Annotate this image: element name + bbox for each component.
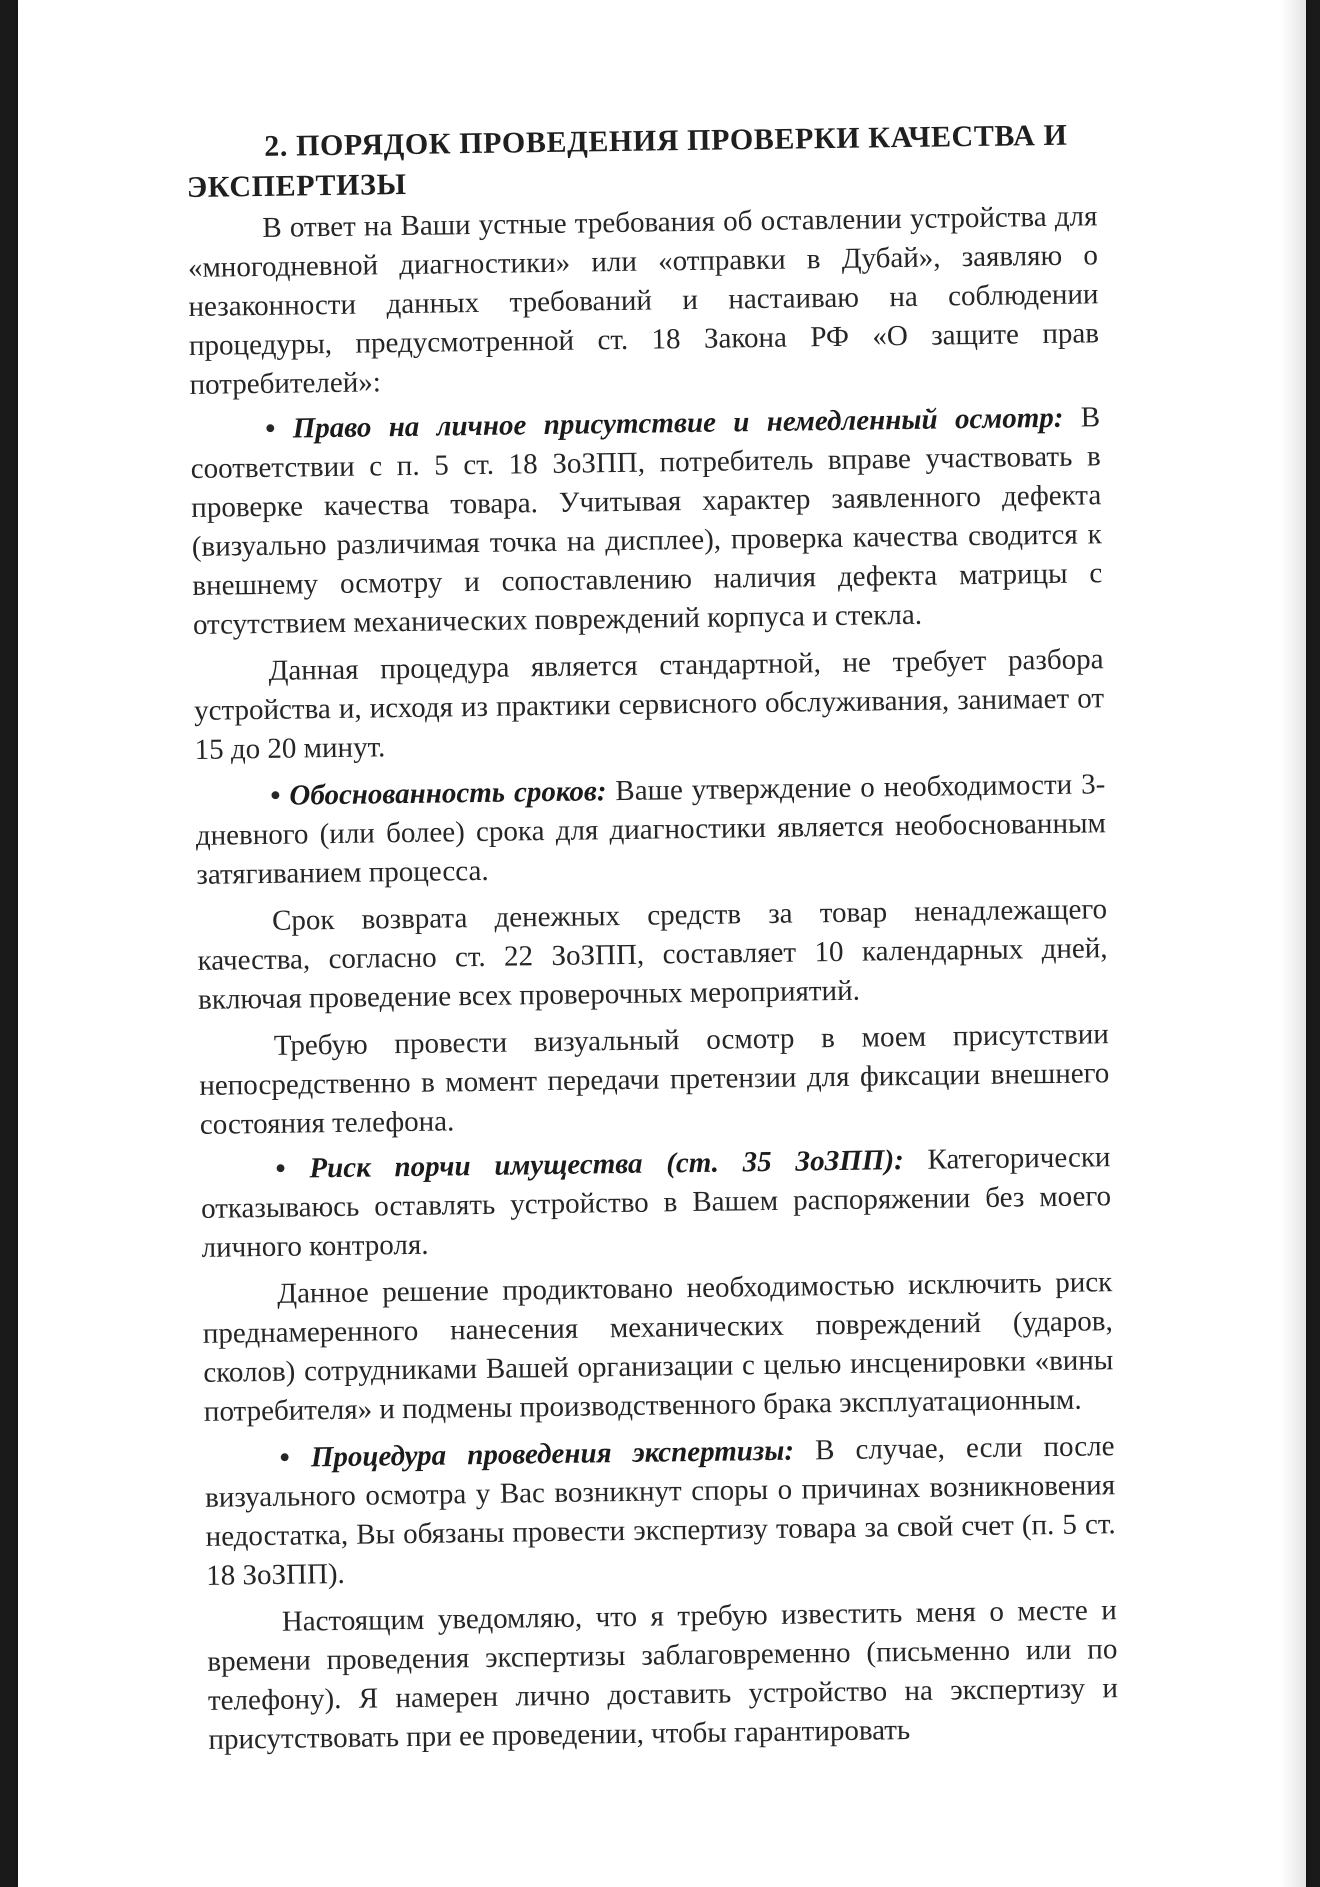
bullet-item-expertise	[204, 1427, 1116, 1596]
bullet-icon: •	[279, 1441, 290, 1474]
bullet-heading: Риск порчи имущества (ст. 35 ЗоЗПП):	[309, 1144, 905, 1185]
bullet-heading: Право на личное присутствие и немедленный осмотр:	[292, 401, 1064, 445]
paragraph-notification: Настоящим уведомляю, что я требую известить меня о месте и времени проведения экспертизы заблаговременно (письменно или по телефону). Я намерен лично доставить устройство на экспертизу и присутствовать при ее проведении, чтобы гарантировать	[207, 1594, 1119, 1756]
bullet-heading: Обоснованность сроков:	[289, 775, 607, 812]
bullet-text: Категорически отказываюсь оставлять устройство в Вашем распоряжении без моего личного контроля.	[200, 1141, 1112, 1264]
bullet-heading: Процедура проведения экспертизы:	[310, 1434, 795, 1474]
bullet-text: Ваше утверждение о необходимости 3-дневного (или более) срока для диагностики является необоснованным затягиванием процесса.	[195, 768, 1107, 891]
paragraph-inspection-demand: Требую провести визуальный осмотр в моем присутствии непосредственно в момент передачи претензии для фиксации внешнего состояния телефона.	[199, 1018, 1110, 1141]
bullet-item-damage-risk	[200, 1138, 1112, 1268]
bullet-icon: •	[270, 779, 281, 812]
bullet-text: В соответствии с п. 5 ст. 18 ЗоЗПП, потребитель вправе участвовать в проверке качества товара. Учитывая характер заявленного дефекта (визуально различимая точка на дисплее), проверка качества сводится к внешнему осмотру и сопоставлению наличия дефекта матрицы с отсутствием механических повреждений корпуса и стекла.	[190, 401, 1103, 641]
paragraph-decision-reason: Данное решение продиктовано необходимостью исключить риск преднамеренного нанесения механических повреждений (ударов, сколов) сотрудниками Вашей организации с целью инсценировки «вины потребителя» и подмены производственного брака эксплуатационным.	[202, 1266, 1114, 1428]
document-page	[18, 0, 1306, 1887]
bullet-icon: •	[264, 412, 276, 445]
bullet-item-terms	[195, 765, 1107, 895]
bullet-text: В случае, если после визуального осмотра у Вас возникнут споры о причинах возникновения недостатка, Вы обязаны провести экспертизу товара за свой счет (п. 5 ст. 18 ЗоЗПП).	[204, 1430, 1116, 1592]
bullet-icon: •	[275, 1152, 286, 1185]
bullet-item-presence	[190, 398, 1103, 645]
paragraph-intro: В ответ на Ваши устные требования об оставлении устройства для «многодневной диагностики» или «отправки в Дубай», заявляю о незаконности данных требований и настаиваю на соблюдении процедуры, предусмотренной ст. 18 Закона РФ «О защите прав потребителей»:	[187, 200, 1100, 401]
paragraph-refund-term: Срок возврата денежных средств за товар ненадлежащего качества, согласно ст. 22 ЗоЗПП, составляет 10 календарных дней, включая проведение всех проверочных мероприятий.	[197, 893, 1108, 1016]
document-body	[186, 115, 1119, 1766]
paragraph-procedure-duration: Данная процедура является стандартной, не требует разбора устройства и, исходя из практики сервисного обслуживания, занимает от 15 до 20 минут.	[193, 643, 1105, 766]
section-title: 2. ПОРЯДОК ПРОВЕДЕНИЯ ПРОВЕРКИ КАЧЕСТВА И ЭКСПЕРТИЗЫ	[186, 118, 1068, 204]
